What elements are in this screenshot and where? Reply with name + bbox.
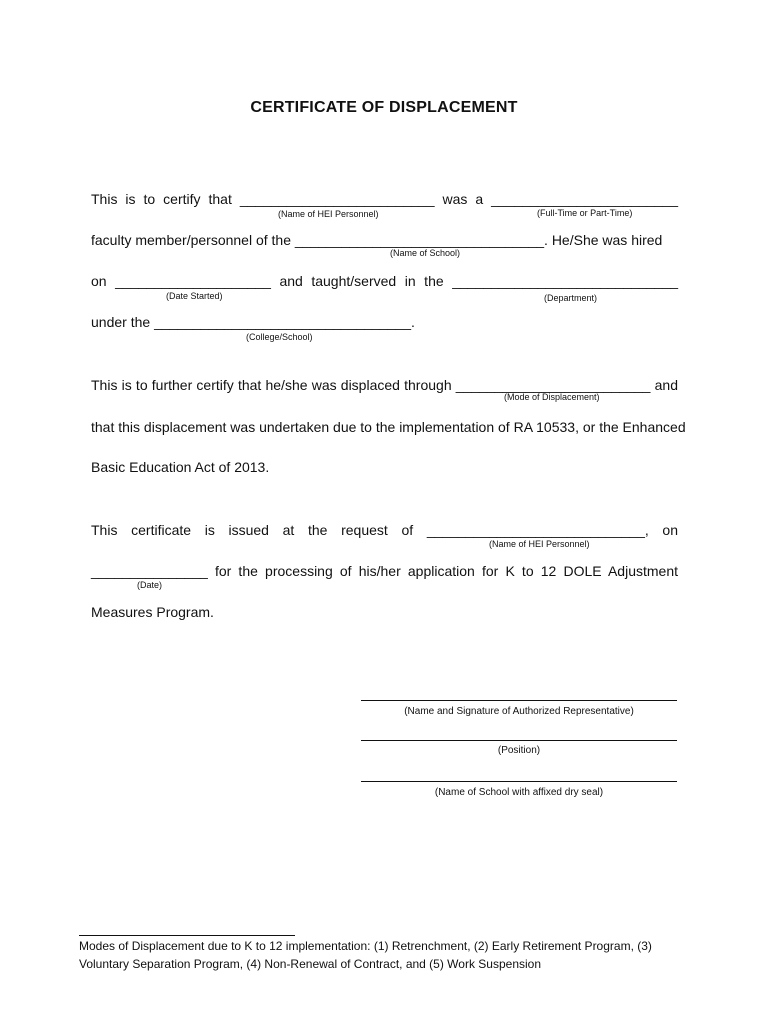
caption-mode-displacement: (Mode of Displacement) xyxy=(504,392,600,402)
caption-full-part-time: (Full-Time or Part-Time) xyxy=(537,208,633,218)
hei-personnel-blank: _________________________ xyxy=(239,191,435,207)
para3-line2 xyxy=(91,562,678,580)
employment-type-blank: ________________________ xyxy=(491,191,679,207)
para1-line2 xyxy=(91,231,678,249)
school-name-blank: ________________________________ xyxy=(294,232,545,248)
processing-text: for the processing of his/her application for K to 12 DOLE Adjustment xyxy=(214,563,679,579)
signature-line xyxy=(361,700,677,701)
caption-position: (Position) xyxy=(497,745,541,756)
footnote-line2: Voluntary Separation Program, (4) Non-Renewal of Contract, and (5) Work Suspension xyxy=(79,957,542,971)
caption-school-name: (Name of School) xyxy=(390,248,461,258)
faculty-text: faculty member/personnel of the xyxy=(91,232,291,248)
school-seal-line xyxy=(361,781,677,782)
footnote-line1: Modes of Displacement due to K to 12 implementation: (1) Retrenchment, (2) Early Retirement Program, (3) xyxy=(79,939,652,953)
para3-line3: Measures Program. xyxy=(91,604,214,620)
taught-text: and taught/served in the xyxy=(279,273,444,289)
caption-date: (Date) xyxy=(137,580,163,590)
requester-blank: ____________________________ xyxy=(426,522,645,538)
hired-text: . He/She was hired xyxy=(544,232,663,248)
caption-department: (Department) xyxy=(544,293,598,303)
para2-line2: that this displacement was undertaken due to the implementation of RA 10533, or the Enhanced xyxy=(91,419,686,435)
requester-group xyxy=(427,522,678,538)
department-blank: _____________________________ xyxy=(452,273,679,289)
caption-requester: (Name of HEI Personnel) xyxy=(489,539,590,549)
on-text: , on xyxy=(644,522,678,538)
position-line xyxy=(361,740,677,741)
para1-line3 xyxy=(91,272,678,290)
certify-text: This is to certify that xyxy=(91,191,232,207)
para1-line1 xyxy=(91,190,678,208)
issued-text: This certificate is issued at the request of xyxy=(91,522,414,538)
was-a-text: was a xyxy=(442,191,484,207)
period-text: . xyxy=(411,314,415,330)
and-text: and xyxy=(654,377,678,393)
date-issued-blank: _______________ xyxy=(91,563,208,579)
on-text: on xyxy=(91,273,107,289)
caption-school-seal: (Name of School with affixed dry seal) xyxy=(434,787,604,798)
para2-line3: Basic Education Act of 2013. xyxy=(91,459,270,475)
para1-line4 xyxy=(91,313,678,331)
date-started-blank: ____________________ xyxy=(115,273,271,289)
caption-college: (College/School) xyxy=(246,332,313,342)
document-title: CERTIFICATE OF DISPLACEMENT xyxy=(250,99,518,116)
caption-signature: (Name and Signature of Authorized Representative) xyxy=(404,706,634,717)
college-blank: _________________________________ xyxy=(154,314,412,330)
mode-displacement-blank: _________________________ xyxy=(455,377,651,393)
caption-date-started: (Date Started) xyxy=(166,291,223,301)
caption-hei-personnel: (Name of HEI Personnel) xyxy=(278,209,379,219)
footnote-rule xyxy=(79,935,295,936)
further-certify-text: This is to further certify that he/she was displaced through xyxy=(91,377,452,393)
para3-line1 xyxy=(91,521,678,539)
under-the-text: under the xyxy=(91,314,151,330)
